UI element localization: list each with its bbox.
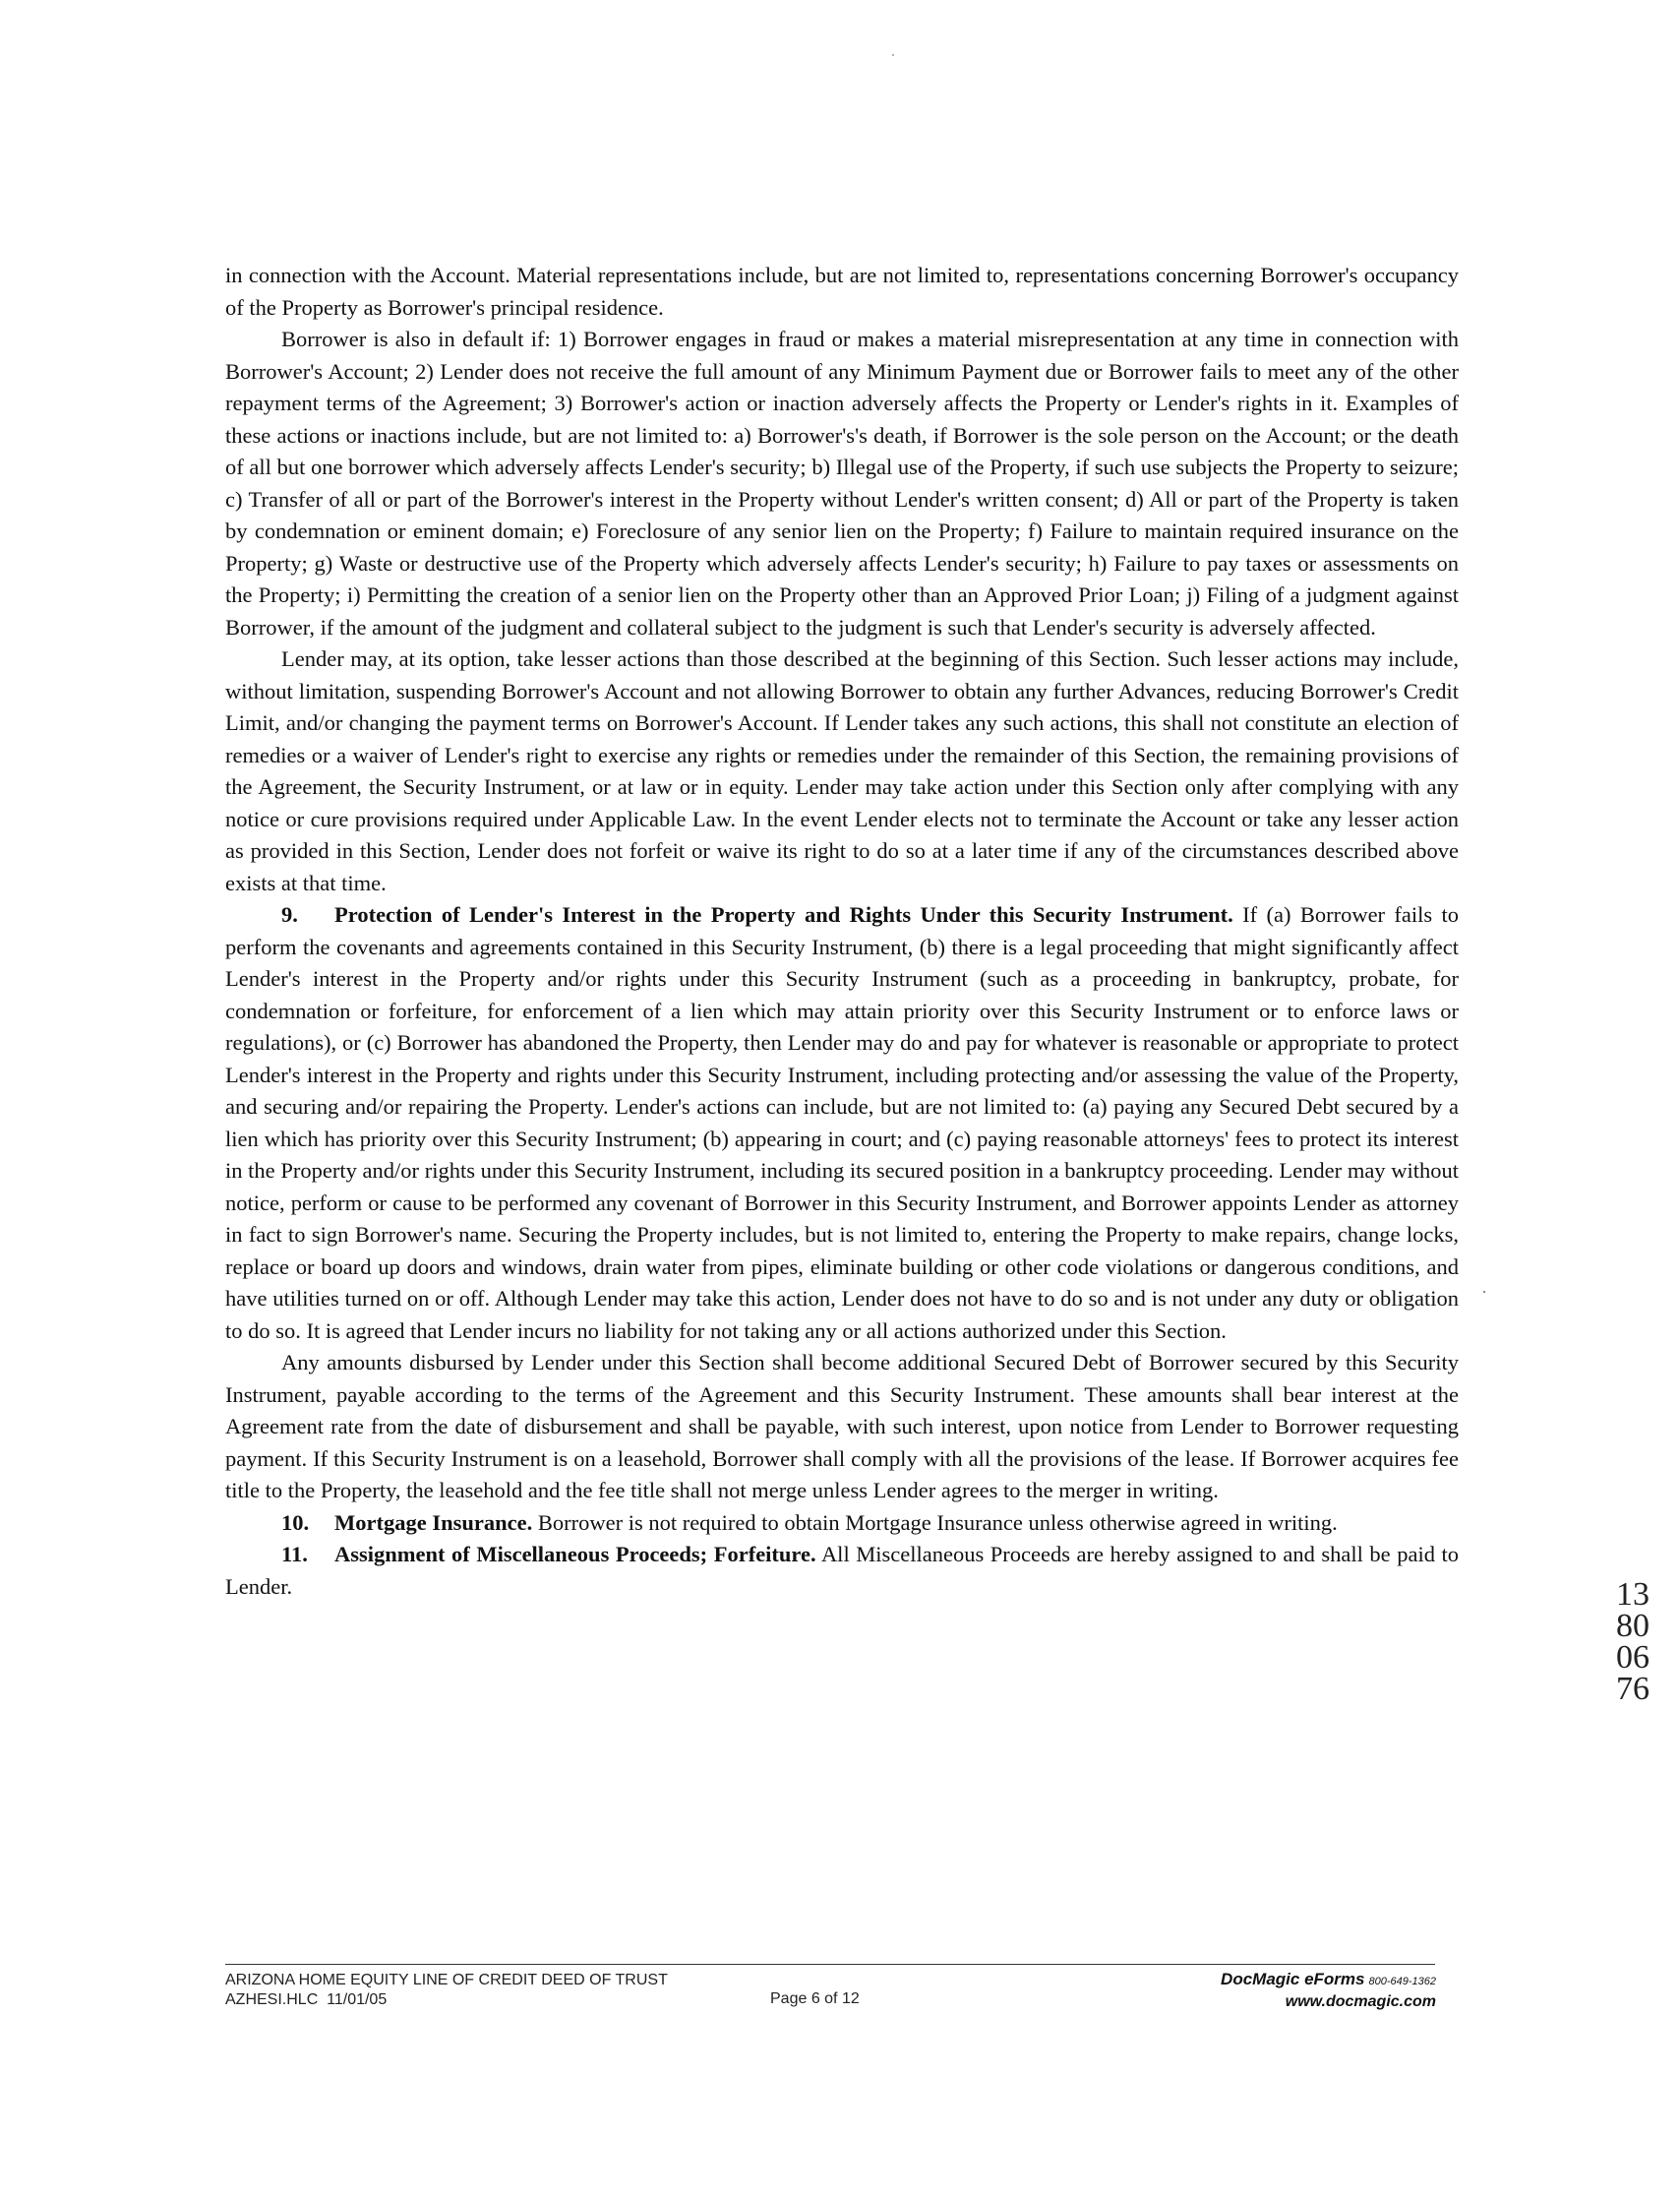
page-number: Page 6 of 12: [770, 1990, 860, 2007]
document-body: [225, 260, 1459, 1603]
docmagic-logo: DocMagic eForms: [1221, 1970, 1365, 1988]
section-9-title: Protection of Lender's Interest in the Property and Rights Under this Security Instrument.: [334, 902, 1233, 927]
section-9-paragraph: [225, 899, 1459, 1347]
recording-number-stamp: 1380 0676: [1616, 1576, 1650, 1707]
section-11-paragraph: [225, 1539, 1459, 1603]
footer-form-info: [225, 1971, 668, 2010]
footer-form-code: AZHESI.HLC 11/01/05: [225, 1991, 388, 2008]
section-10-number: 10.: [281, 1509, 310, 1535]
footer-divider: [225, 1964, 1435, 1965]
section-10-text: Borrower is not required to obtain Mortgage Insurance unless otherwise agreed in writing.: [537, 1509, 1338, 1535]
paragraph-disbursed-amounts: Any amounts disbursed by Lender under this Section shall become additional Secured Debt of Borrower secured by this Security Instrument, payable according to the terms of the Agreement and this Security Instrument. These amounts shall bear interest at the Agreement rate from the date of disbursement and shall be payable, with such interest, upon notice from Lender to Borrower requesting payment. If this Security Instrument is on a leasehold, Borrower shall comply with all the provisions of the lease. If Borrower acquires fee title to the Property, the leasehold and the fee title shall not merge unless Lender agrees to the merger in writing.: [225, 1350, 1459, 1502]
footer-brand: [1141, 1969, 1436, 2012]
footer-form-title: ARIZONA HOME EQUITY LINE OF CREDIT DEED OF TRUST: [225, 1972, 668, 1988]
brand-phone: 800-649-1362: [1368, 1976, 1436, 1987]
section-9-text: If (a) Borrower fails to perform the covenants and agreements contained in this Security Instrument, (b) there is a legal proceeding that might significantly affect Lender's interest in the Property and/or rights under this Security Instrument (such as a proceeding in bankruptcy, probate, for condemnation or forfeiture, for enforcement of a lien which may attain priority over this Security Instrument or to enforce laws or regulations), or (c) Borrower has abandoned the Property, then Lender may do and pay for whatever is reasonable or appropriate to protect Lender's interest in the Property and rights under this Security Instrument, including protecting and/or assessing the value of the Property, and securing and/or repairing the Property. Lender's actions can include, but are not limited to: (a) paying any Secured Debt secured by a lien which has priority over this Security Instrument; (b) appearing in court; and (c) paying reasonable attorneys' fees to protect its interest in the Property and/or rights under this Security Instrument, including its secured position in a bankruptcy proceeding. Lender may without notice, perform or cause to be performed any covenant of Borrower in this Security Instrument, and Borrower appoints Lender as attorney in fact to sign Borrower's name. Securing the Property includes, but is not limited to, entering the Property to make repairs, change locks, replace or board up doors and windows, drain water from pipes, eliminate building or other code violations or dangerous conditions, and have utilities turned on or off. Although Lender may take this action, Lender does not have to do so and is not under any duty or obligation to do so. It is agreed that Lender incurs no liability for not taking any or all actions authorized under this Section.: [225, 902, 1460, 1343]
scan-speck: [1483, 1291, 1485, 1293]
section-11-text: All Miscellaneous Proceeds are hereby assigned to and shall be paid to Lender.: [225, 1542, 1459, 1599]
scan-speck: [892, 54, 894, 56]
section-10-paragraph: [225, 1507, 1459, 1540]
section-10-title: Mortgage Insurance.: [334, 1509, 533, 1535]
section-11-number: 11.: [281, 1542, 308, 1566]
section-11-title: Assignment of Miscellaneous Proceeds; Forfeiture.: [334, 1542, 816, 1566]
paragraph-continuation: in connection with the Account. Material representations include, but are not limited to, representations concerning Borrower's occupancy of the Property as Borrower's principal residence.: [225, 263, 1459, 320]
paragraph-default-conditions: Borrower is also in default if: 1) Borrower engages in fraud or makes a material misrepresentation at any time in connection with Borrower's Account; 2) Lender does not receive the full amount of any Minimum Payment due or Borrower fails to meet any of the other repayment terms of the Agreement; 3) Borrower's action or inaction adversely affects the Property or Lender's rights in it. Examples of these actions or inactions include, but are not limited to: a) Borrower's's death, if Borrower is the sole person on the Account; or the death of all but one borrower which adversely affects Lender's security; b) Illegal use of the Property, if such use subjects the Property to seizure; c) Transfer of all or part of the Borrower's interest in the Property without Lender's written consent; d) All or part of the Property is taken by condemnation or eminent domain; e) Foreclosure of any senior lien on the Property; f) Failure to maintain required insurance on the Property; g) Waste or destructive use of the Property which adversely affects Lender's security; h) Failure to pay taxes or assessments on the Property; i) Permitting the creation of a senior lien on the Property other than an Approved Prior Loan; j) Filing of a judgment against Borrower, if the amount of the judgment and collateral subject to the judgment is such that Lender's security is adversely affected.: [225, 327, 1459, 640]
brand-url: www.docmagic.com: [1285, 1993, 1436, 2010]
section-9-number: 9.: [281, 902, 298, 927]
paragraph-lesser-actions: Lender may, at its option, take lesser actions than those described at the beginning of this Section. Such lesser actions may include, without limitation, suspending Borrower's Account and not allowing Borrower to obtain any further Advances, reducing Borrower's Credit Limit, and/or changing the payment terms on Borrower's Account. If Lender takes any such actions, this shall not constitute an election of remedies or a waiver of Lender's right to exercise any rights or remedies under the remainder of this Section, the remaining provisions of the Agreement, the Security Instrument, or at law or in equity. Lender may take action under this Section only after complying with any notice or cure provisions required under Applicable Law. In the event Lender elects not to terminate the Account or take any lesser action as provided in this Section, Lender does not forfeit or waive its right to do so at a later time if any of the circumstances described above exists at that time.: [225, 646, 1459, 895]
